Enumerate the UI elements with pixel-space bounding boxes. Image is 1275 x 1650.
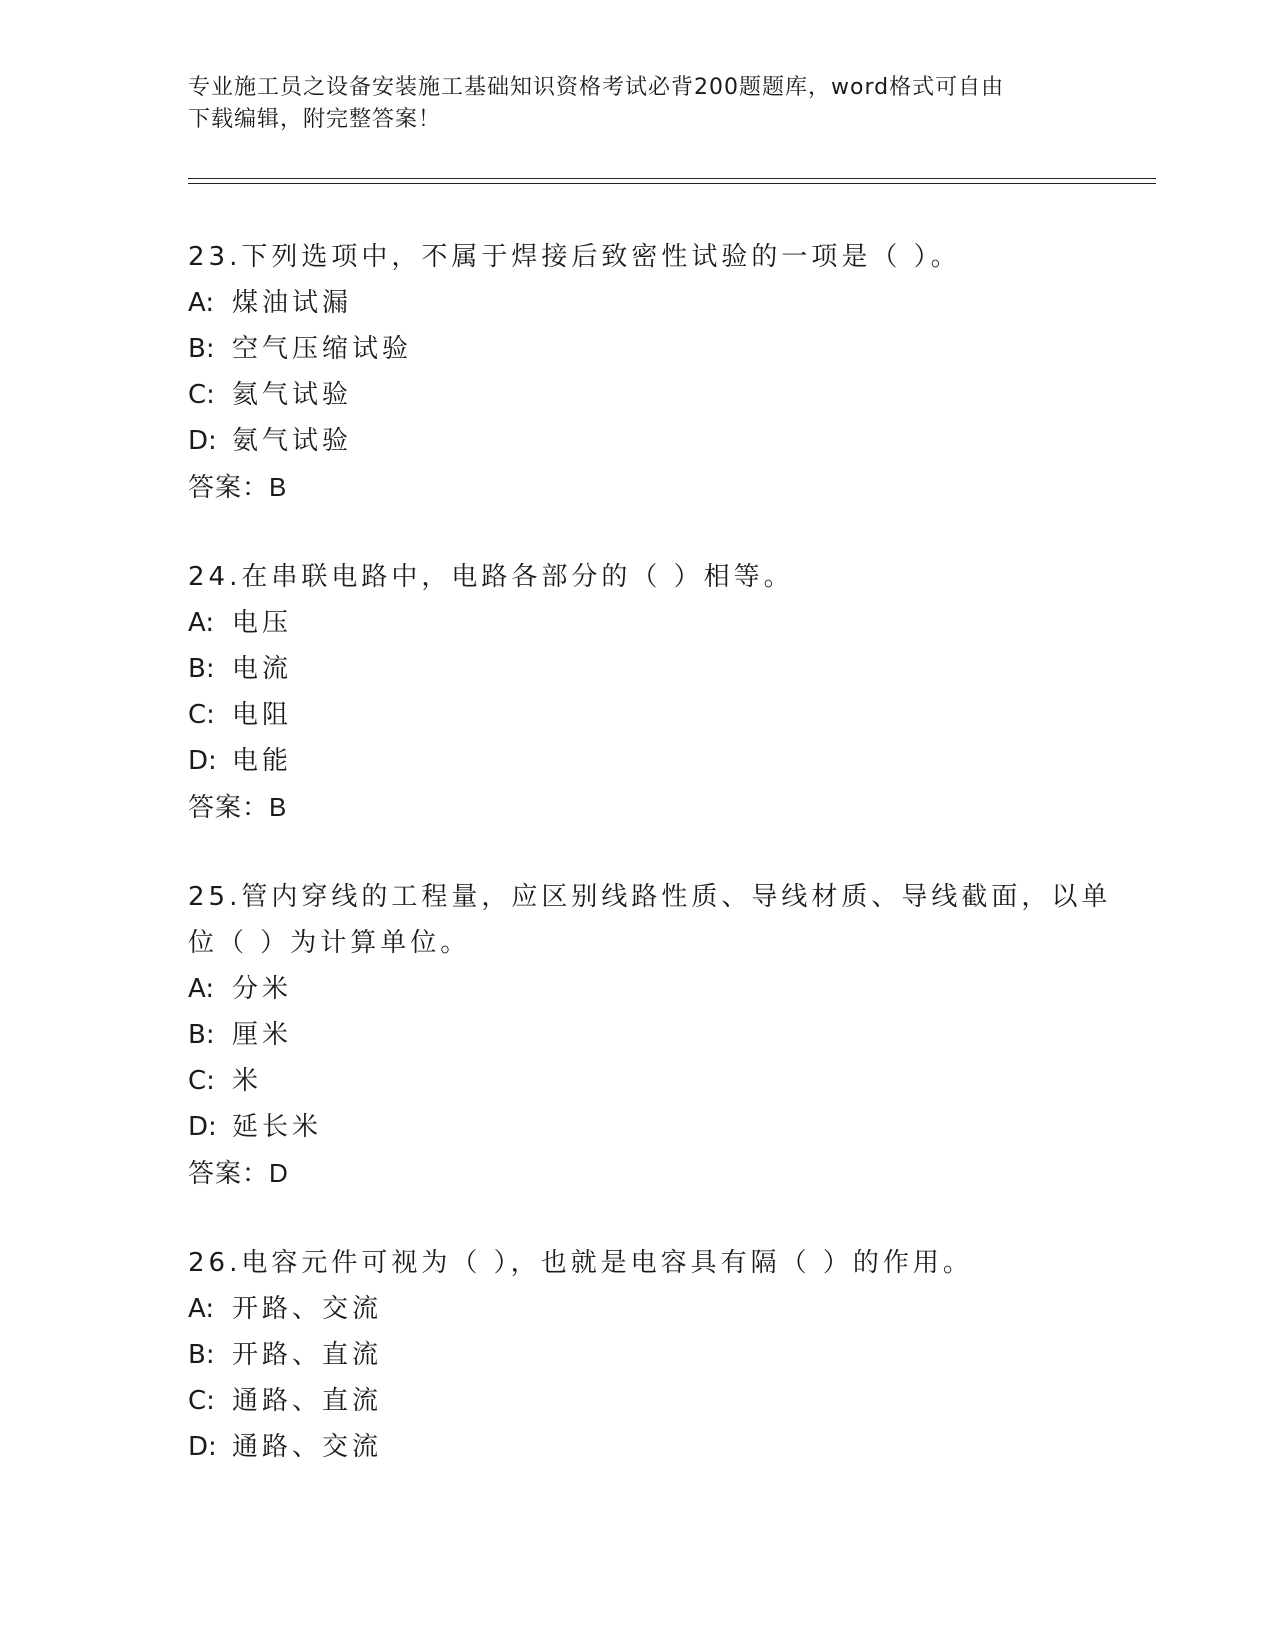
question-block-23 — [188, 234, 1088, 510]
question-stem-line-1: 25.管内穿线的工程量，应区别线路性质、导线材质、导线截面，以单 — [188, 882, 1112, 912]
option-c — [188, 1058, 1088, 1104]
option-letter: D: — [188, 426, 217, 456]
option-d — [188, 738, 1088, 784]
answer-line: 答案：B — [188, 792, 288, 822]
header-line-2: 下载编辑，附完整答案！ — [188, 107, 442, 132]
question-block-25 — [188, 874, 1112, 1196]
option-b — [188, 646, 1088, 692]
question-stem: 26.电容元件可视为（ ），也就是电容具有隔（ ）的作用。 — [188, 1248, 973, 1278]
question-stem: 23.下列选项中，不属于焊接后致密性试验的一项是（ ）。 — [188, 242, 961, 272]
option-letter: D: — [188, 1432, 217, 1462]
answer-line: 答案：B — [188, 472, 288, 502]
option-d — [188, 1104, 1088, 1150]
option-letter: A: — [188, 288, 215, 318]
header-line-1: 专业施工员之设备安装施工基础知识资格考试必背200题题库，word格式可自由 — [188, 75, 1005, 100]
option-letter: B: — [188, 1020, 215, 1050]
document-header — [188, 72, 1088, 136]
question-stem-line-2: 位（ ）为计算单位。 — [188, 928, 471, 958]
header-divider-top — [188, 178, 1156, 179]
option-a — [188, 600, 1088, 646]
option-text: 电能 — [232, 746, 293, 776]
question-block-24 — [188, 554, 1088, 830]
option-text: 米 — [232, 1066, 263, 1096]
question-block-26 — [188, 1240, 1088, 1470]
option-letter: C: — [188, 1066, 215, 1096]
option-letter: B: — [188, 1340, 215, 1370]
option-letter: C: — [188, 1386, 215, 1416]
option-letter: B: — [188, 334, 215, 364]
option-text: 开路、交流 — [232, 1294, 383, 1324]
option-text: 厘米 — [232, 1020, 293, 1050]
question-stem: 24.在串联电路中，电路各部分的（ ）相等。 — [188, 562, 794, 592]
option-d — [188, 1424, 1088, 1470]
option-text: 开路、直流 — [232, 1340, 383, 1370]
option-b — [188, 1332, 1088, 1378]
option-b — [188, 326, 1088, 372]
option-text: 电压 — [232, 608, 293, 638]
option-text: 通路、交流 — [232, 1432, 383, 1462]
option-letter: C: — [188, 700, 215, 730]
option-text: 煤油试漏 — [232, 288, 353, 318]
option-a — [188, 1286, 1088, 1332]
option-c — [188, 692, 1088, 738]
option-a — [188, 966, 1088, 1012]
option-a — [188, 280, 1088, 326]
option-letter: A: — [188, 608, 215, 638]
option-letter: D: — [188, 1112, 217, 1142]
answer-line: 答案：D — [188, 1158, 289, 1188]
option-letter: A: — [188, 974, 215, 1004]
option-c — [188, 372, 1088, 418]
option-text: 电阻 — [232, 700, 293, 730]
option-text: 电流 — [232, 654, 293, 684]
option-b — [188, 1012, 1088, 1058]
option-text: 通路、直流 — [232, 1386, 383, 1416]
option-d — [188, 418, 1088, 464]
option-letter: D: — [188, 746, 217, 776]
option-text: 空气压缩试验 — [232, 334, 413, 364]
option-letter: A: — [188, 1294, 215, 1324]
option-text: 氨气试验 — [232, 426, 353, 456]
option-text: 延长米 — [232, 1112, 323, 1142]
option-c — [188, 1378, 1088, 1424]
option-text: 分米 — [232, 974, 293, 1004]
header-divider-bottom — [188, 183, 1156, 184]
option-letter: B: — [188, 654, 215, 684]
option-letter: C: — [188, 380, 215, 410]
option-text: 氦气试验 — [232, 380, 353, 410]
